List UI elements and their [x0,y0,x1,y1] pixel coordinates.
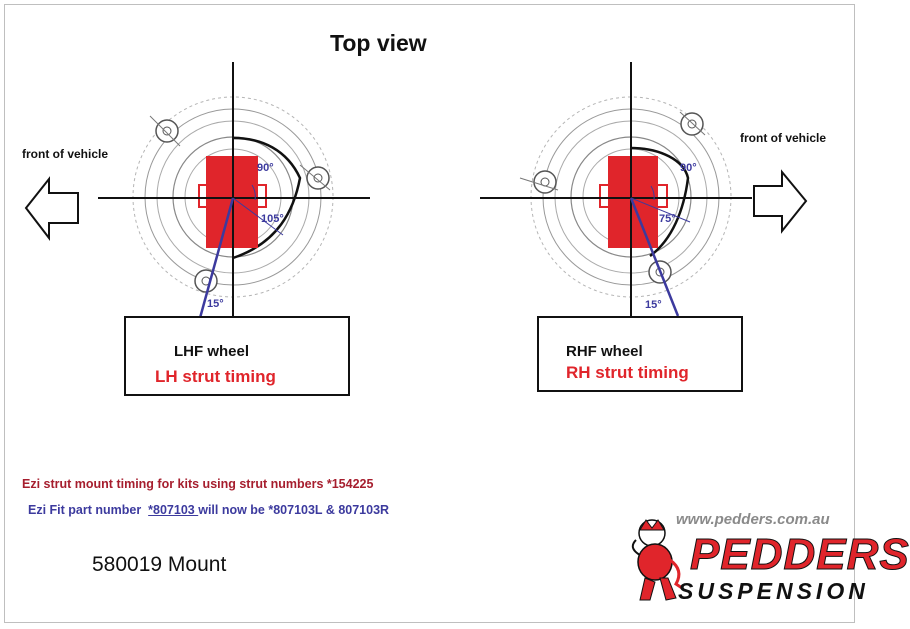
rh-front-of-vehicle-label: front of vehicle [740,131,827,145]
rh-wheel-label: RHF wheel [566,343,643,360]
lh-angle-15-label: 15° [207,298,224,310]
pedders-mascot-icon [633,520,682,600]
lh-mount-drawing [26,62,370,318]
lh-stud-hole-bottom [195,270,217,292]
rh-mount-drawing [480,62,806,316]
part-number-note-suffix: will now be *807103L & 807103R [198,503,390,517]
rh-timing-label: RH strut timing [566,363,689,382]
brand-name: PEDDERS [690,530,910,579]
lh-front-of-vehicle-label: front of vehicle [22,147,109,161]
rh-angle-75-label: 75° [659,213,676,225]
lh-timing-label: LH strut timing [155,367,276,386]
lh-stud-hole-right [307,167,329,189]
page-title: Top view [330,30,427,56]
timing-note: Ezi strut mount timing for kits using strut numbers *154225 [22,477,374,491]
lh-wheel-label: LHF wheel [174,343,250,360]
rh-angle-15-label: 15° [645,299,662,311]
part-number-old: *807103 [148,503,199,517]
part-number-note-prefix: Ezi Fit part number [28,503,149,517]
lh-angle-105-label: 105° [261,213,284,225]
mount-part-label: 580019 Mount [92,553,227,576]
brand-tagline: SUSPENSION [678,578,869,604]
rh-front-arrow-icon [754,172,806,231]
lh-stud-hole-top [156,120,178,142]
brand-url: www.pedders.com.au [676,511,830,528]
rh-angle-90-label: 90° [680,162,697,174]
rh-stud-hole-left [534,171,556,193]
lh-angle-90-label: 90° [257,162,274,174]
lh-front-arrow-icon [26,179,78,238]
part-number-note [28,503,389,517]
